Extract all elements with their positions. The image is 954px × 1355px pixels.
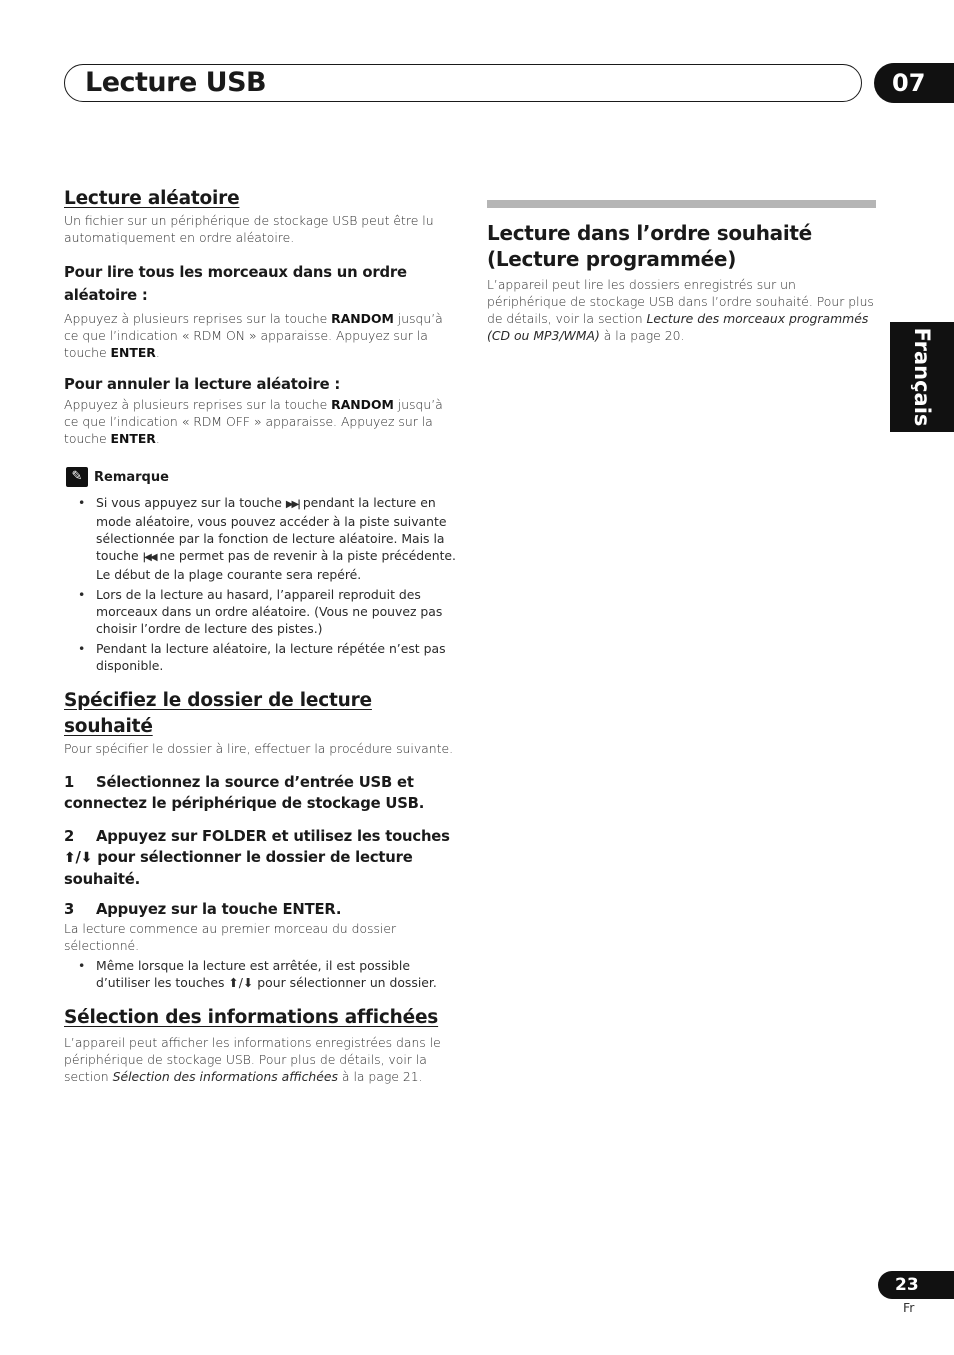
arrow-up-icon: ⬆ (64, 850, 76, 866)
note-list (64, 494, 456, 674)
enter-key: ENTER (110, 345, 156, 360)
page-language: Fr (903, 1300, 915, 1315)
right-column (487, 200, 876, 344)
language-tab (890, 322, 954, 432)
section-title-program: Lecture dans l’ordre souhaité (Lecture programmée) (487, 221, 812, 271)
pencil-icon: ✎ (66, 467, 88, 487)
page-number: 23 (878, 1271, 954, 1299)
cancel-random-text: Appuyez à plusieurs reprises sur la touche RANDOM jusqu’à ce que l’indication « RDM OFF » apparaisse. Appuyez sur la touche ENTER. (64, 397, 443, 446)
next-track-icon: ▶▶| (285, 499, 299, 510)
list-item: • Pendant la lecture aléatoire, la lecture répétée n’est pas disponible. (64, 640, 456, 674)
arrow-down-icon: ⬇ (80, 850, 93, 866)
previous-track-icon: |◀◀ (142, 552, 156, 563)
program-text: L’appareil peut lire les dossiers enregistrés sur un périphérique de stockage USB dans l’ordre souhaité. Pour plus de détails, voir la section Lecture des morceaux programmés (CD ou MP3/WMA) à la page 20. (487, 277, 874, 343)
section-title-folder: Spécifiez le dossier de lecture souhaité (64, 690, 372, 737)
language-label: Français (910, 327, 934, 427)
random-intro: Un fichier sur un périphérique de stockage USB peut être lu automatiquement en ordre aléatoire. (64, 213, 434, 245)
section-title-random: Lecture aléatoire (64, 188, 240, 209)
arrow-down-icon: ⬇ (242, 975, 254, 990)
note-header (66, 467, 456, 487)
page-title: Lecture USB (85, 67, 267, 98)
sub-heading-play-random: Pour lire tous les morceaux dans un ordre aléatoire : (64, 264, 407, 304)
list-item: • Même lorsque la lecture est arrêtée, il est possible d’utiliser les touches ⬆/⬇ pour sélectionner un dossier. (64, 957, 456, 991)
section-divider-bar (487, 200, 876, 208)
folder-intro: Pour spécifier le dossier à lire, effectuer la procédure suivante. (64, 741, 454, 756)
chapter-number: 07 (874, 63, 954, 103)
chapter-header (64, 64, 862, 102)
step-1: 1 Sélectionnez la source d’entrée USB et connectez le périphérique de stockage USB. (64, 774, 425, 812)
play-random-text: Appuyez à plusieurs reprises sur la touche RANDOM jusqu’à ce que l’indication « RDM ON » apparaisse. Appuyez sur la touche ENTER. (64, 311, 443, 360)
left-column (64, 186, 456, 1085)
step-3: 3 Appuyez sur la touche ENTER. (64, 901, 342, 918)
random-key: RANDOM (331, 397, 394, 412)
random-key: RANDOM (331, 311, 394, 326)
arrow-up-icon: ⬆ (228, 975, 239, 990)
note-title: Remarque (94, 469, 169, 485)
sub-heading-cancel-random: Pour annuler la lecture aléatoire : (64, 376, 341, 393)
list-item: • Lors de la lecture au hasard, l’appareil reproduit des morceaux dans un ordre aléatoire. (Vous ne pouvez pas choisir l’ordre de lecture des pistes.) (64, 586, 456, 637)
display-text: L’appareil peut afficher les informations enregistrées dans le périphérique de stockage USB. Pour plus de détails, voir la section Sélection des informations affichées à la page 21. (64, 1035, 441, 1084)
list-item: • Si vous appuyez sur la touche ▶▶| pendant la lecture en mode aléatoire, vous pouvez accéder à la piste suivante sélectionnée par la fonction de lecture aléatoire. Mais la touche |◀◀ ne permet pas de revenir à la piste précédente. Le début de la plage courante sera repéré. (64, 494, 456, 583)
section-title-display: Sélection des informations affichées (64, 1007, 439, 1028)
enter-key: ENTER (110, 431, 156, 446)
folder-note-list (64, 957, 456, 991)
step-2: 2 Appuyez sur FOLDER et utilisez les touches ⬆/⬇ pour sélectionner le dossier de lecture souhaité. (64, 828, 450, 888)
step-3-text: La lecture commence au premier morceau du dossier sélectionné. (64, 921, 397, 953)
